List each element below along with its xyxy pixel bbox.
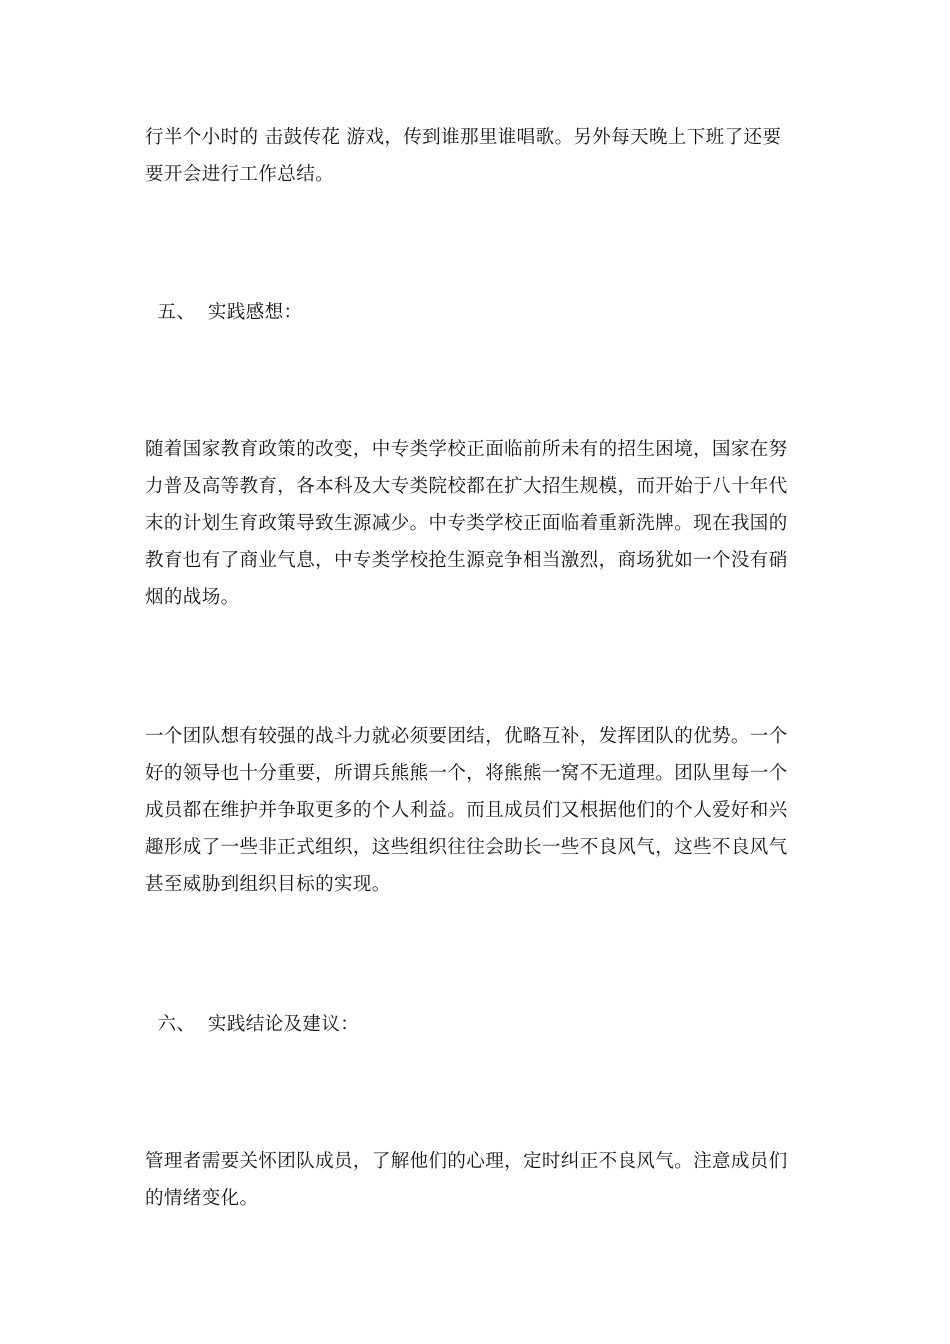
- paragraph-line: 教育也有了商业气息，中专类学校抢生源竞争相当激烈，商场犹如一个没有硝: [145, 550, 788, 571]
- section-five-heading: 五、 实践感想：: [145, 302, 303, 323]
- paragraph-line: 管理者需要关怀团队成员，了解他们的心理，定时纠正不良风气。注意成员们: [145, 1151, 788, 1172]
- section-five-paragraph-1: [145, 431, 805, 616]
- paragraph-line: 要开会进行工作总结。: [145, 164, 335, 185]
- paragraph-line: 力普及高等教育，各本科及大专类院校都在扩大招生规模，而开始于八十年代: [145, 476, 788, 497]
- paragraph-line: 末的计划生育政策导致生源减少。中专类学校正面临着重新洗牌。现在我国的: [145, 513, 788, 534]
- section-six-paragraph-1: [145, 1143, 805, 1217]
- section-five-paragraph-2: [145, 718, 805, 903]
- paragraph-line: 一个团队想有较强的战斗力就必须要团结，优略互补，发挥团队的优势。一个: [145, 726, 788, 747]
- paragraph-line: 烟的战场。: [145, 587, 240, 608]
- paragraph-line: 好的领导也十分重要，所谓兵熊熊一个，将熊熊一窝不无道理。团队里每一个: [145, 763, 788, 784]
- intro-paragraph: [145, 119, 805, 193]
- section-six-heading: 六、 实践结论及建议：: [145, 1014, 360, 1035]
- paragraph-line: 趣形成了一些非正式组织，这些组织往往会助长一些不良风气，这些不良风气: [145, 837, 788, 858]
- paragraph-line: 随着国家教育政策的改变，中专类学校正面临前所未有的招生困境，国家在努: [145, 439, 788, 460]
- paragraph-line: 成员都在维护并争取更多的个人利益。而且成员们又根据他们的个人爱好和兴: [145, 800, 788, 821]
- paragraph-line: 的情绪变化。: [145, 1188, 259, 1209]
- paragraph-line: 行半个小时的 击鼓传花 游戏，传到谁那里谁唱歌。另外每天晚上下班了还要: [145, 127, 782, 148]
- paragraph-line: 甚至威胁到组织目标的实现。: [145, 874, 391, 895]
